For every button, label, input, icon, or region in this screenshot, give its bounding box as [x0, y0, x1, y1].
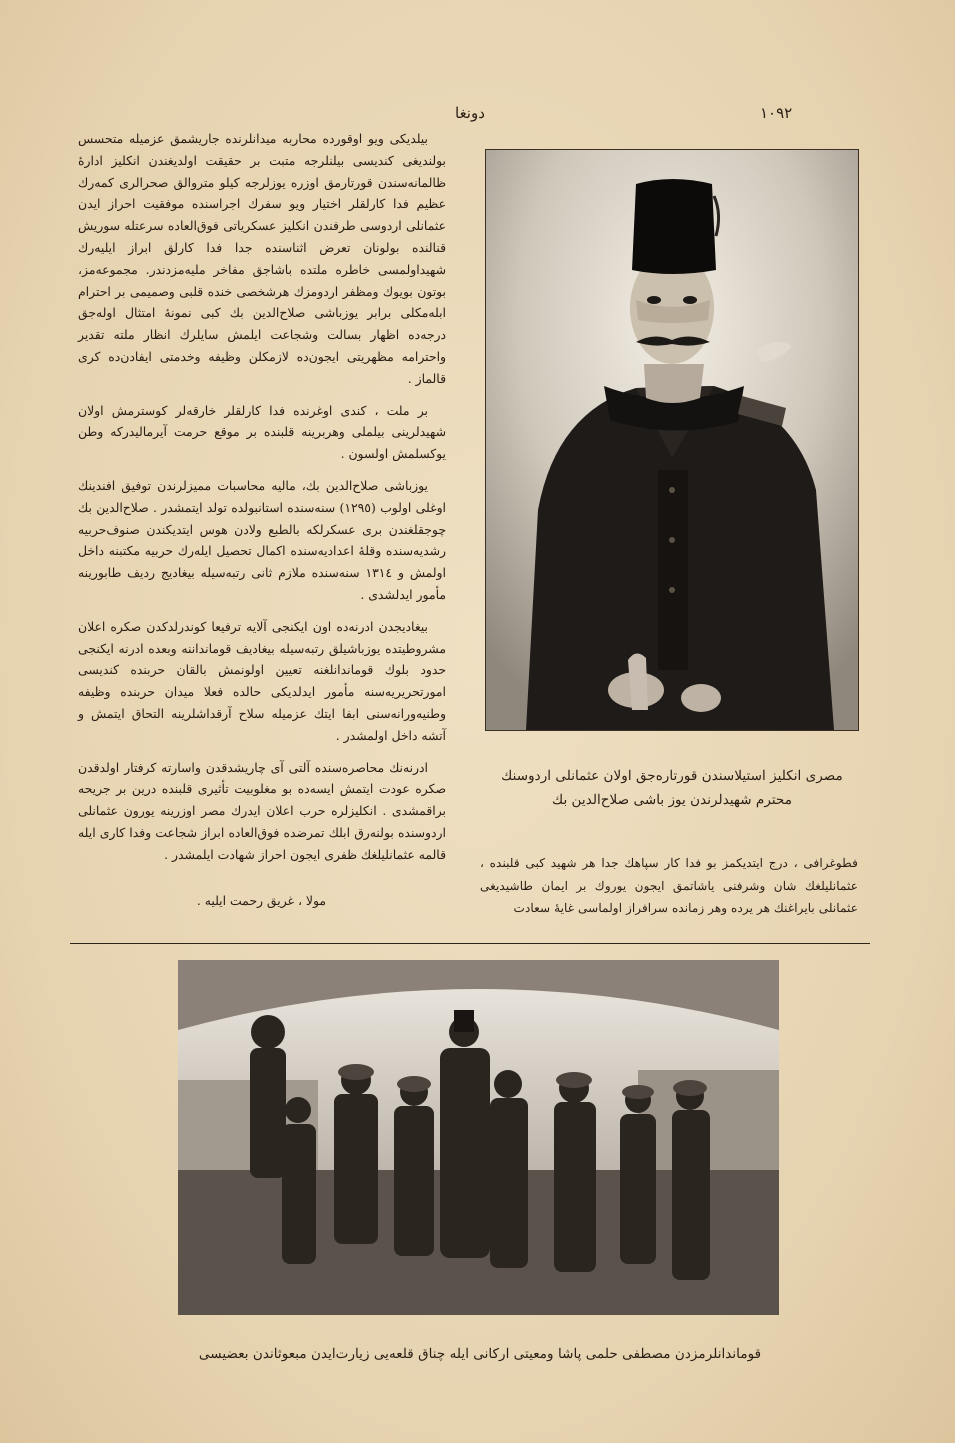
- officer-portrait-image: [486, 150, 858, 730]
- article-closing: مولا ، غریق رحمت ایلیه .: [196, 892, 326, 908]
- article-paragraph: بیغادیجدن ادرنه‌ده اون ایکنجی آلایه ترفیعا کوندرلدکدن صکره اعلان مشروطیتده یوزباشیلق رتبه‌سیله بیغادیف قومانداننه وبعده ادرنه ایکنجی حدود بلوك قوماندانلغنه تعیین اولونمش بالقان حربنده کندیسی امورتحریریه‌سنه مأمور ایدلدیکی حالده فعلا میدان حربنده وظیفه وطنیه‌ورانه‌سنی ابفا ایتك عزمیله سلاح آرقداشلرینه التحاق ایتمش و آتشه داخل اولمشدر .: [78, 618, 446, 743]
- portrait-caption: [486, 764, 858, 812]
- article-paragraph: ادرنه‌نك محاصره‌سنده آلتی آی چاریشدقدن واسارته کرفتار اولدقدن صکره عودت ایتمش ایسه‌ده بو مغلوبیت تأثیری قلبنده درین بر جریحه براقمشدی . انکلیزلره حرب اعلان ایدرك مصر اوزرینه یورون عثمانلی اردوسنده بولنه‌رق ابلك تمرضده فوق‌العاده ابراز شجاعت وفدا کاری ایله قالمه عثمانلیلغك ظفری ایجون احراز شهادت ایلمشدر .: [78, 759, 446, 862]
- group-photo: [178, 960, 779, 1315]
- article-paragraph: بر ملت ، کندی اوغرنده فدا کارلقلر خارقه‌لر کوسترمش اولان شهیدلرینی بیلملی وهربرینه قلبنده بر موقع حرمت آیرمالیدرکه وطن یوکسلمش اولسون .: [78, 402, 446, 462]
- portrait-caption-line: محترم شهیدلرندن یوز باشی صلاح‌الدین بك: [552, 792, 792, 808]
- article-paragraph: یوزباشی صلاح‌الدین بك، مالیه محاسبات مميزلرندن توفیق افندینك اوغلی اولوب (١٢٩٥) سنه‌سنده استانبولده تولد ایتمشدر . صلاح‌الدین بك چوجقلغندن بری عسکرلکه بالطبع ولادن هوس ایتدیکندن صنوف‌حربیه رشدیه‌سنده وقلهٔ اعدادیه‌سنده اکمال تحصیل ایله‌رك حربیه مکتبنه داخل اولمش و ١٣١٤ سنه‌سنده ملازم ثانی رتبه‌سیله بیغادیج ردیف طابورینه مأمور ایدلشدی .: [78, 477, 446, 602]
- group-photo-image: [178, 960, 779, 1315]
- article-column: [78, 128, 446, 921]
- page-number: ١٠٩٢: [760, 104, 793, 122]
- group-photo-caption: قوماندانلرمزدن مصطفی حلمی پاشا ومعیتی ارکانی ایله چناق قلعه‌یی زیارت‌ایدن مبعوثاندن بعضیسی: [198, 1346, 762, 1362]
- article-paragraph: بیلدیکی ویو اوقورده محاربه میدانلرنده جاریشمق عزمیله متحسس بولندیغی کندیسی بیلنلرجه متبت بر حقیقت اولدیغندن انکلیز ادارهٔ ظالمانه‌سندن قورتارمق اوزره یوزلرجه کیلو متروالق صحرالری کمه‌رك عظیم فدا کارلقلر اختیار ویو سفرك اجراسنده موفقیت احراز ایدن عثمانلی اردوسی طرفندن انکلیز عسکریاتی فوق‌العاده سرعتله سوریش قنالنده بولونان تعرض اثناسنده جدا فدا کارلق ابراز ایلیه‌رك شهیداولمسی خاطره ملتده باشاجق مفاخر ملیه‌مزدندر. مجموعه‌مز، بوتون بویوك ومظفر اردومزك هرشخصی خنده قلبی وصمیمی بر احترام ابله‌مکلی برابر یوزباشی صلاح‌الدین بك کبی نمونهٔ امتثال اوله‌جق درجه‌ده اظهار بسالت وشجاعت ایلمش سایلرك انظار ملته تقدیر واحترامه مظهریتی ایجون‌ده لازمکلن وظیفه وخدمتی ایفادن‌ده کری قالماز .: [78, 131, 446, 386]
- portrait-caption-line: مصری انکلیز استیلاسندن قورتاره‌جق اولان عثمانلی اردوسنك: [501, 768, 843, 784]
- section-divider: [70, 943, 870, 944]
- portrait-text: فطوغرافی ، درج ایتدیکمز بو فدا کار سپاهك جدا هر شهید کبی قلبنده ، عثمانلیلغك شان وشرفنی یاشاتمق ایجون یوروك بر ایمان طاشیدیغی عثمانلی بایراغنك هر یرده وهر زمانده سرافراز اولماسی غایهٔ سعادت: [480, 856, 858, 915]
- portrait-photo: [486, 150, 858, 730]
- journal-title: دونغا: [455, 104, 485, 122]
